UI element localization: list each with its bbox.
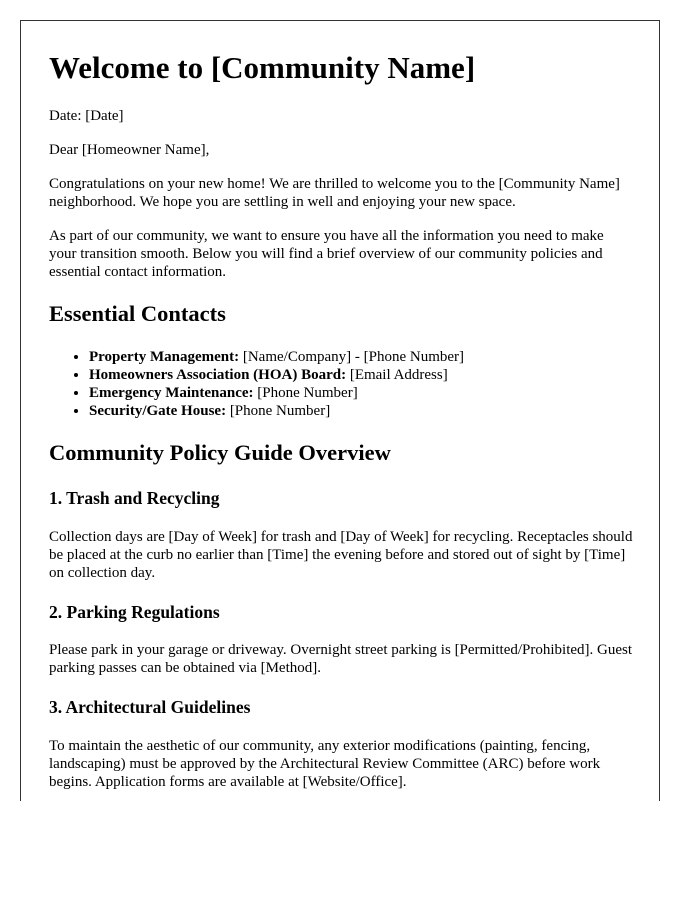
contact-label: Emergency Maintenance:	[89, 385, 254, 401]
contact-item	[89, 348, 649, 366]
contact-item	[89, 384, 649, 402]
contact-item	[89, 366, 649, 384]
policy-title: 2. Parking Regulations	[49, 602, 220, 622]
contact-label: Security/Gate House:	[89, 403, 227, 419]
contact-label: Property Management:	[89, 349, 240, 365]
contact-label: Homeowners Association (HOA) Board:	[89, 367, 347, 383]
page-title: Welcome to [Community Name]	[49, 50, 476, 85]
policy-body: Please park in your garage or driveway. Overnight street parking is [Permitted/Prohibited]. Guest parking passes can be obtained via [Method].	[49, 642, 633, 676]
contact-value: [Name/Company] - [Phone Number]	[239, 349, 465, 365]
policy-title: 3. Architectural Guidelines	[49, 697, 251, 717]
policy-title: 1. Trash and Recycling	[49, 488, 220, 508]
contact-value: [Phone Number]	[226, 403, 331, 419]
contacts-list	[49, 348, 649, 420]
contacts-heading: Essential Contacts	[49, 301, 226, 326]
policies-heading: Community Policy Guide Overview	[49, 440, 391, 465]
contact-value: [Email Address]	[346, 367, 448, 383]
intro-paragraph: Congratulations on your new home! We are thrilled to welcome you to the [Community Name] neighborhood. We hope you are settling in well and enjoying your new space.	[49, 176, 620, 210]
intro-paragraph: As part of our community, we want to ensure you have all the information you need to make your transition smooth. Below you will find a brief overview of our community policies and essential contact information.	[49, 228, 604, 280]
policy-body: Collection days are [Day of Week] for trash and [Day of Week] for recycling. Receptacles should be placed at the curb no earlier than [Time] the evening before and stored out of sight by [Time] on collection day.	[49, 529, 633, 581]
policy-body: To maintain the aesthetic of our community, any exterior modifications (painting, fencing, landscaping) must be approved by the Architectural Review Committee (ARC) before work begins. Application forms are available at [Website/Office].	[49, 738, 601, 790]
contact-value: [Phone Number]	[253, 385, 358, 401]
contact-item	[89, 402, 649, 420]
salutation: Dear [Homeowner Name],	[49, 142, 210, 158]
date-line: Date: [Date]	[49, 108, 124, 124]
